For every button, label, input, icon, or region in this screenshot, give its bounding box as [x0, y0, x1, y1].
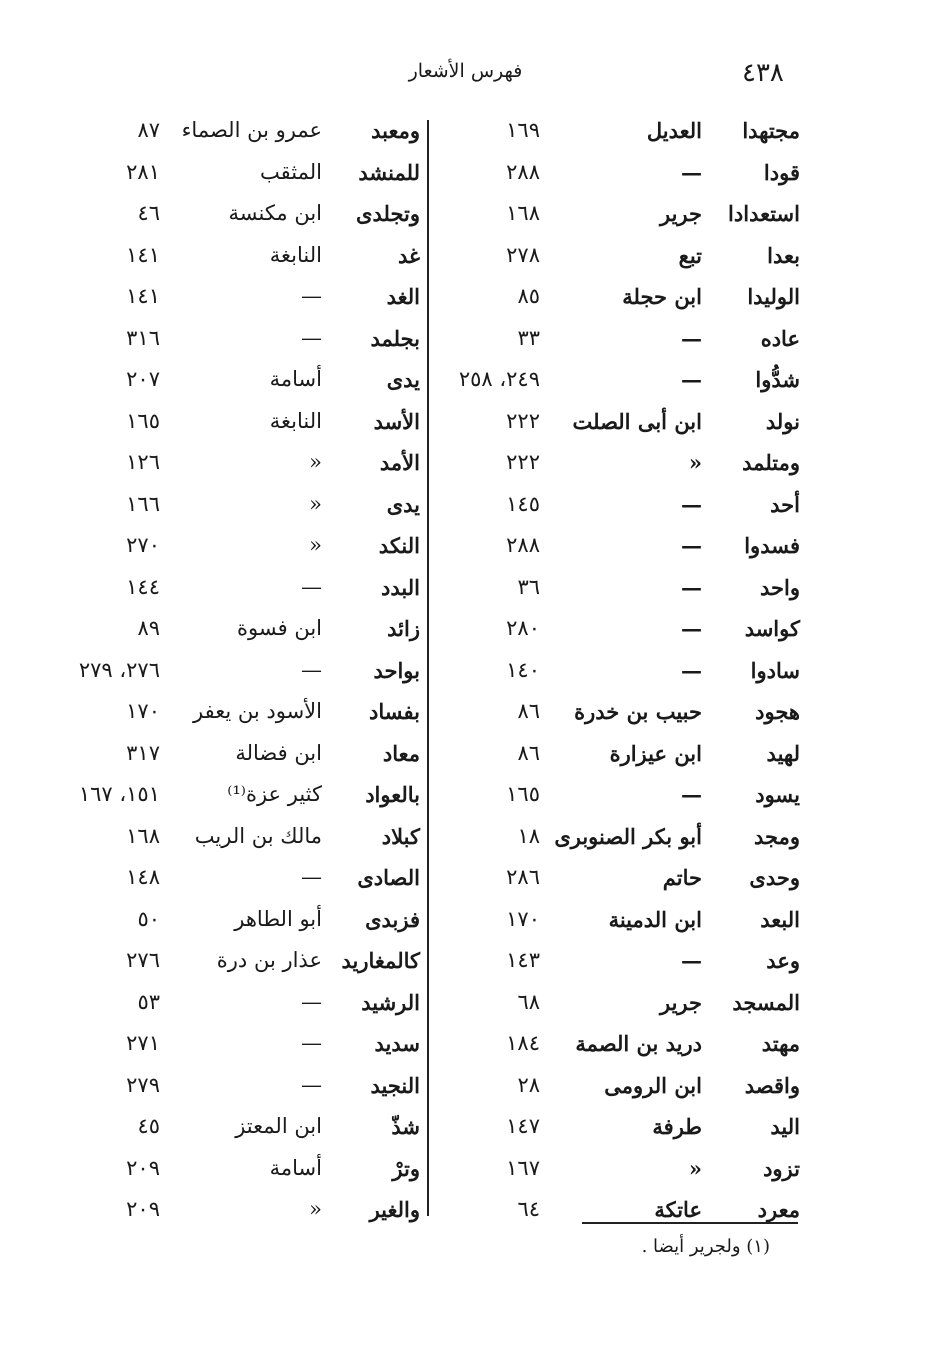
rhyme-word: استعدادا	[728, 201, 800, 226]
page-ref: ٢٠٩	[126, 1155, 160, 1180]
poet-name: الأسود بن يعفر	[193, 699, 322, 723]
index-entry	[440, 154, 800, 196]
rhyme-word: وعد	[766, 948, 800, 973]
rhyme-word: سادوا	[750, 657, 800, 683]
rhyme-word: والغير	[369, 1197, 420, 1222]
poet-name: —	[681, 782, 702, 807]
rhyme-word: يدى	[386, 367, 420, 392]
poet-name: أسامة	[269, 367, 322, 391]
poet-name: —	[681, 159, 702, 185]
poet-name: حاتم	[662, 865, 702, 890]
poet-name: النابغة	[269, 242, 322, 267]
poet-name: أبو بكر الصنوبرى	[554, 823, 702, 849]
page-ref: ١٦٥	[126, 408, 160, 433]
index-entry	[440, 320, 800, 362]
page-ref: ٨٩	[137, 616, 160, 640]
rhyme-word: بواحد	[373, 657, 420, 683]
rhyme-word: غد	[397, 242, 420, 268]
page-ref: ٢٧٩	[126, 1072, 160, 1097]
rhyme-word: الأسد	[373, 408, 420, 434]
poet-name: ابن الرومى	[604, 1072, 702, 1098]
page-ref: ١٦٥	[506, 782, 540, 806]
index-entry	[50, 901, 420, 943]
rhyme-word: واحد	[760, 574, 800, 600]
running-title: فهرس الأشعار	[408, 60, 523, 82]
poet-name: جرير	[660, 989, 702, 1015]
rhyme-word: الغد	[386, 284, 420, 309]
page-ref: ٥٣	[137, 989, 160, 1014]
poet-name: كثير عزة⁽¹⁾	[227, 782, 322, 806]
index-entry	[50, 818, 420, 860]
index-right-column	[440, 112, 800, 1233]
page-ref: ٢٧٠	[126, 533, 160, 557]
index-entry	[440, 444, 800, 486]
index-entry	[440, 112, 800, 154]
index-entry	[440, 1150, 800, 1192]
poet-name: عمرو بن الصماء	[181, 118, 322, 142]
footnote-rule	[582, 1222, 798, 1224]
page-ref: ١٤١	[126, 284, 160, 308]
index-entry	[50, 1150, 420, 1192]
index-entry	[50, 278, 420, 320]
page-ref: ١٧٠	[126, 699, 160, 723]
poet-name: «	[688, 1155, 702, 1181]
page-ref: ١٨٤	[506, 1031, 540, 1055]
index-entry	[50, 776, 420, 818]
page-ref: ٦٤	[517, 1197, 540, 1221]
index-entry	[50, 652, 420, 694]
poet-name: —	[301, 1031, 322, 1055]
poet-name: —	[301, 284, 322, 308]
rhyme-word: عاده	[760, 325, 800, 351]
index-left-column	[50, 112, 420, 1233]
index-entry	[50, 154, 420, 196]
rhyme-word: تزود	[763, 1155, 800, 1181]
page-ref: ٨٥	[517, 284, 540, 308]
poet-name: —	[301, 325, 322, 350]
rhyme-word: بجلمد	[370, 325, 420, 351]
poet-name: حبيب بن خدرة	[574, 699, 702, 724]
index-entry	[440, 527, 800, 569]
index-entry	[440, 237, 800, 279]
rhyme-word: للمنشد	[358, 159, 420, 185]
index-entry	[50, 403, 420, 445]
rhyme-word: ومتلمد	[742, 450, 800, 475]
poet-name: ابن فضالة	[235, 740, 322, 765]
rhyme-word: هجود	[755, 699, 800, 724]
rhyme-word: المسجد	[732, 989, 800, 1015]
footnote: (١) ولجرير أيضا .	[641, 1236, 770, 1257]
page-ref: ٢٤٩، ٢٥٨	[458, 367, 540, 391]
page-ref: ٢٨	[517, 1072, 540, 1097]
page-ref: ١٤١	[126, 242, 160, 267]
index-entry	[50, 1025, 420, 1067]
index-entry	[440, 361, 800, 403]
rhyme-word: النجيد	[370, 1072, 420, 1098]
index-entry	[50, 320, 420, 362]
page-ref: ٦٨	[517, 989, 540, 1014]
page-ref: ٢٨٨	[506, 533, 540, 557]
index-entry	[50, 942, 420, 984]
index-entry	[440, 403, 800, 445]
rhyme-word: اليد	[770, 1114, 800, 1139]
page-ref: ٢٠٧	[126, 367, 160, 391]
poet-name: أبو الطاهر	[234, 906, 322, 931]
page-ref: ٢٧٨	[506, 242, 540, 267]
rhyme-word: البدد	[381, 574, 420, 600]
poet-name: —	[681, 574, 702, 600]
index-entry	[50, 1067, 420, 1109]
rhyme-word: كبلاد	[381, 823, 420, 849]
rhyme-word: الصادى	[357, 865, 420, 890]
page-ref: ١٦٦	[126, 491, 160, 516]
poet-name: —	[301, 657, 322, 682]
rhyme-word: وتجلدى	[356, 201, 420, 226]
poet-name: النابغة	[269, 408, 322, 433]
index-entry	[440, 278, 800, 320]
rhyme-word: وحدى	[749, 865, 800, 890]
index-entry	[440, 818, 800, 860]
poet-name: —	[301, 865, 322, 889]
poet-name: «	[309, 1197, 322, 1221]
poet-name: ابن حجلة	[622, 284, 702, 309]
rhyme-word: شذّ	[391, 1114, 420, 1139]
rhyme-word: الوليدا	[747, 284, 800, 309]
poet-name: «	[688, 450, 702, 475]
poet-name: —	[681, 367, 702, 392]
index-entry	[50, 237, 420, 279]
rhyme-word: الرشيد	[361, 989, 420, 1015]
index-entry	[50, 195, 420, 237]
rhyme-word: كالمغاريد	[341, 948, 420, 973]
poet-name: «	[309, 450, 322, 474]
poet-name: «	[309, 533, 322, 557]
rhyme-word: نولد	[765, 408, 800, 434]
index-entry	[440, 1025, 800, 1067]
rhyme-word: ومعبد	[371, 118, 420, 143]
index-entry	[440, 859, 800, 901]
page-ref: ٣١٧	[126, 740, 160, 765]
rhyme-word: الأمد	[379, 450, 420, 475]
index-entry	[440, 610, 800, 652]
index-entry	[440, 652, 800, 694]
poet-name: —	[681, 491, 702, 517]
index-entry	[440, 1191, 800, 1233]
index-entry	[440, 693, 800, 735]
poet-name: ابن فسوة	[237, 616, 322, 640]
poet-name: العديل	[646, 118, 702, 143]
page-ref: ١٤٥	[506, 491, 540, 516]
page-ref: ٢٢٢	[506, 408, 540, 433]
page-ref: ٨٦	[517, 740, 540, 765]
index-entry	[50, 1108, 420, 1150]
page-ref: ٢٨٨	[506, 159, 540, 184]
poet-name: —	[681, 948, 702, 973]
rhyme-word: النكد	[378, 533, 420, 558]
page-ref: ٣٦	[517, 574, 540, 599]
rhyme-word: البعد	[760, 906, 800, 932]
page-ref: ١٨	[517, 823, 540, 848]
rhyme-word: سديد	[374, 1031, 420, 1056]
poet-name: —	[301, 1072, 322, 1097]
poet-name: عذار بن درة	[216, 948, 322, 972]
poet-name: تبع	[678, 242, 702, 268]
poet-name: طرفة	[652, 1114, 702, 1139]
page-ref: ٤٦	[137, 201, 160, 225]
page-ref: ١٥١، ١٦٧	[78, 782, 160, 806]
page-ref: ١٦٩	[506, 118, 540, 142]
poet-name: أسامة	[269, 1155, 322, 1180]
poet-name: دريد بن الصمة	[575, 1031, 702, 1056]
page-ref: ٢٨١	[126, 159, 160, 184]
page-ref: ١٦٨	[506, 201, 540, 225]
index-entry	[50, 693, 420, 735]
index-entry	[440, 195, 800, 237]
rhyme-word: شدُّوا	[755, 367, 800, 392]
index-entry	[50, 527, 420, 569]
poet-name: ابن الدمينة	[608, 906, 702, 932]
page-ref: ٨٧	[137, 118, 160, 142]
poet-name: —	[681, 533, 702, 558]
column-divider	[427, 120, 429, 1216]
rhyme-word: مجتهدا	[742, 118, 800, 143]
page-ref: ١٤٠	[506, 657, 540, 682]
page-ref: ١٤٤	[126, 574, 160, 599]
page-ref: ٢٧١	[126, 1031, 160, 1055]
poet-name: —	[301, 574, 322, 599]
rhyme-word: معرد	[757, 1197, 800, 1222]
page-ref: ٢٧٦	[126, 948, 160, 972]
page-ref: ٥٠	[137, 906, 160, 931]
page-number: ٤٣٨	[742, 58, 784, 88]
rhyme-word: فسدوا	[744, 533, 800, 558]
poet-name: ابن عيزارة	[609, 740, 702, 766]
index-entry	[50, 361, 420, 403]
index-entry	[50, 610, 420, 652]
rhyme-word: بفساد	[369, 699, 420, 724]
poet-name: عاتكة	[654, 1197, 702, 1222]
poet-name: ابن مكنسة	[228, 201, 322, 225]
index-entry	[440, 942, 800, 984]
rhyme-word: مهتد	[761, 1031, 800, 1056]
rhyme-word: بالعواد	[365, 782, 420, 807]
page-ref: ١٦٧	[506, 1155, 540, 1180]
rhyme-word: وترْ	[392, 1155, 420, 1181]
index-entry	[50, 569, 420, 611]
index-entry	[50, 1191, 420, 1233]
rhyme-word: يدى	[386, 491, 420, 517]
index-entry	[440, 569, 800, 611]
rhyme-word: واقصد	[744, 1072, 800, 1098]
page-ref: ٢٨٠	[506, 616, 540, 640]
rhyme-word: لهيد	[766, 740, 800, 766]
page-ref: ١٤٧	[506, 1114, 540, 1138]
rhyme-word: يسود	[755, 782, 800, 807]
rhyme-word: بعدا	[767, 242, 800, 268]
index-entry	[50, 444, 420, 486]
page-ref: ١٢٦	[126, 450, 160, 474]
page-ref: ٢٠٩	[126, 1197, 160, 1221]
page-ref: ٣١٦	[126, 325, 160, 350]
index-entry	[50, 486, 420, 528]
page-ref: ٣٣	[517, 325, 540, 350]
rhyme-word: معاد	[382, 740, 420, 766]
poet-name: —	[681, 325, 702, 351]
poet-name: «	[309, 491, 322, 516]
page-ref: ٨٦	[517, 699, 540, 723]
index-entry	[440, 1108, 800, 1150]
page-ref: ٤٥	[137, 1114, 160, 1138]
index-entry	[440, 735, 800, 777]
poet-name: —	[681, 657, 702, 683]
poet-name: ابن المعتز	[235, 1114, 322, 1138]
poet-name: —	[301, 989, 322, 1014]
index-entry	[50, 984, 420, 1026]
index-entry	[50, 735, 420, 777]
page-ref: ٢٧٦، ٢٧٩	[78, 657, 160, 682]
page-ref: ٢٨٦	[506, 865, 540, 889]
index-entry	[50, 112, 420, 154]
rhyme-word: ومجد	[754, 823, 800, 849]
poet-name: —	[681, 616, 702, 641]
rhyme-word: أحد	[770, 491, 800, 517]
page-ref: ١٤٨	[126, 865, 160, 889]
rhyme-word: قودا	[763, 159, 800, 185]
page-ref: ١٧٠	[506, 906, 540, 931]
poet-name: مالك بن الريب	[194, 823, 322, 848]
poet-name: ابن أبى الصلت	[572, 408, 702, 434]
page-ref: ١٤٣	[506, 948, 540, 972]
poet-name: المثقب	[260, 159, 322, 184]
index-entry	[50, 859, 420, 901]
index-entry	[440, 901, 800, 943]
index-entry	[440, 776, 800, 818]
poet-name: جرير	[660, 201, 702, 226]
page-ref: ٢٢٢	[506, 450, 540, 474]
rhyme-word: كواسد	[744, 616, 800, 641]
rhyme-word: فزبدى	[365, 906, 420, 932]
index-entry	[440, 486, 800, 528]
index-entry	[440, 984, 800, 1026]
rhyme-word: زائد	[387, 616, 420, 641]
index-entry	[440, 1067, 800, 1109]
page-ref: ١٦٨	[126, 823, 160, 848]
